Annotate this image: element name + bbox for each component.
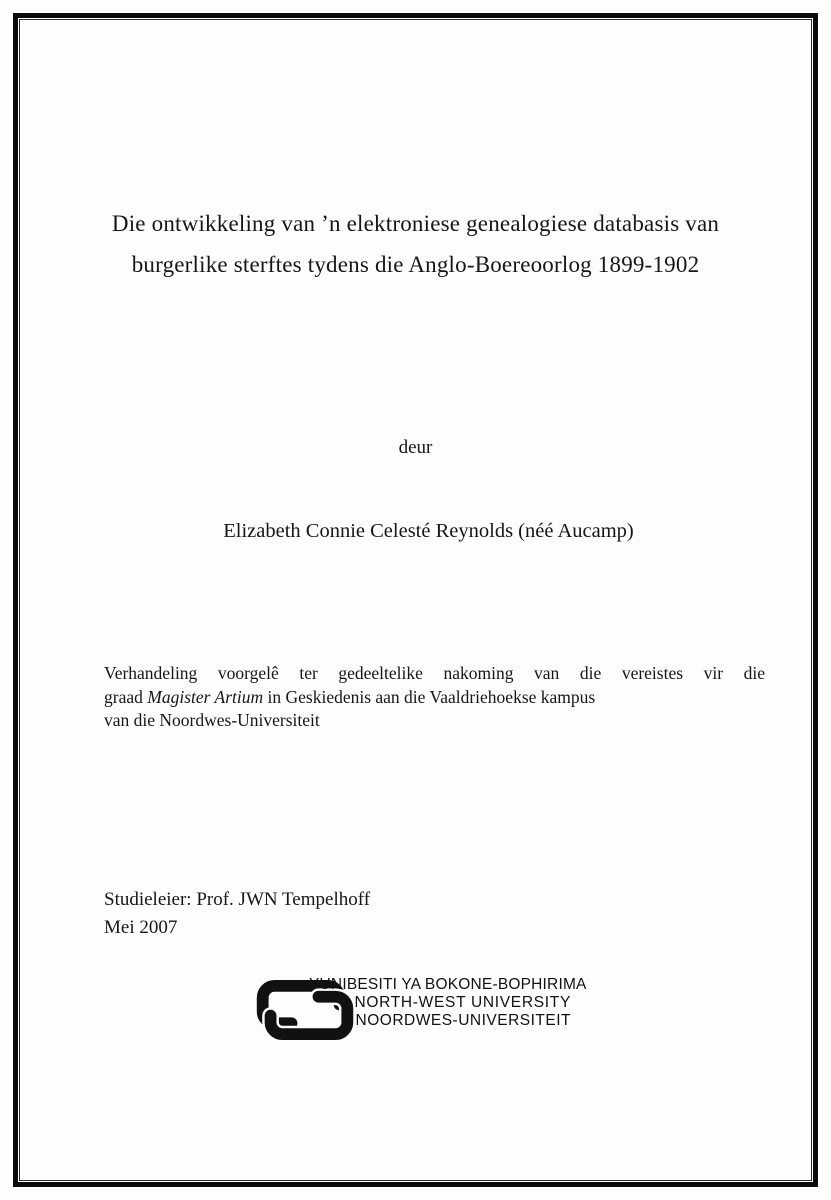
statement-line-1: Verhandeling voorgelê ter gedeeltelike nakoming van die vereistes vir die [104,663,765,683]
logo-wordmark [309,976,587,1031]
title-line-2: burgerlike sterftes tydens die Anglo-Boereoorlog 1899-1902 [131,252,700,277]
degree-statement [104,662,765,733]
university-logo [256,972,587,1056]
supervisor-line: Studieleier: Prof. JWN Tempelhoff [104,889,371,910]
logo-line-afrikaans: NOORDWES-UNIVERSITEIT [355,1012,571,1030]
logo-line-english: NORTH-WEST UNIVERSITY [354,994,571,1012]
supervisor-block [104,886,370,941]
statement-line-3: van die Noordwes-Universiteit [104,710,320,730]
date-line: Mei 2007 [104,916,178,938]
thesis-title [40,203,791,285]
title-line-1: Die ontwikkeling van ’n elektroniese genealogiese databasis van [111,211,720,236]
statement-line-2-prefix: graad [104,686,148,707]
degree-name: Magister Artium [147,686,264,707]
logo-line-setswana: YUNIBESITI YA BOKONE-BOPHIRIMA [309,976,587,993]
statement-line-2 [104,686,765,710]
byline-deur: deur [398,437,433,458]
author-name: Elizabeth Connie Celesté Reynolds (néé Aucamp) [223,520,634,542]
statement-line-2-suffix: in Geskiedenis aan die Vaaldriehoekse kampus [263,686,596,707]
